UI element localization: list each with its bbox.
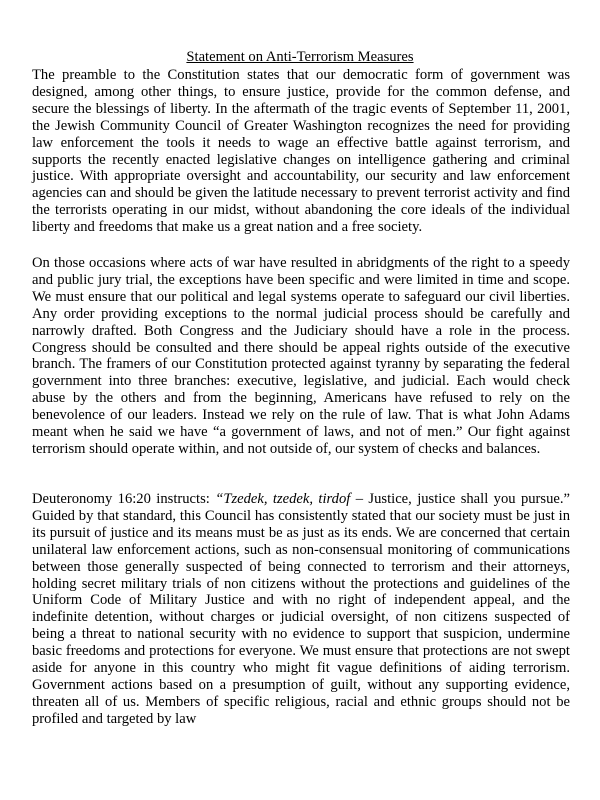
paragraph-preamble: The preamble to the Constitution states that our democratic form of government was designed, among other things, to ensure justice, provide for the common defense, and secure the blessings of liberty. In the aftermath of the tragic events of September 11, 2001, the Jewish Community Council of Greater Washington recognizes the need for providing law enforcement the tools it needs to wage an effective battle against terrorism, and supports the recently enacted legislative changes on intelligence gathering and criminal justice. With appropriate oversight and accountability, our security and law enforcement agencies can and should be given the latitude necessary to prevent terrorist activity and find the terrorists operating in our midst, without abandoning the core ideals of the individual liberty and freedoms that make us a great nation and a free society.: [32, 67, 570, 236]
paragraph-jury-trial: On those occasions where acts of war have resulted in abridgments of the right to a speedy and public jury trial, the exceptions have been specific and were limited in time and scope. We must ensure that our political and legal systems operate to safeguard our civil liberties. Any order providing exceptions to the normal judicial process should be carefully and narrowly drafted. Both Congress and the Judiciary should have a role in the process. Congress should be consulted and there should be appeal rights outside of the executive branch. The framers of our Constitution protected against tyranny by separating the federal government into three branches: executive, legislative, and judicial. Each would check abuse by the others and from the beginning, Americans have refused to rely on the benevolence of our leaders. Instead we rely on the rule of law. That is what John Adams meant when he said we have “a government of laws, and not of men.” Our fight against terrorism should operate within, and not outside of, our system of checks and balances.: [32, 255, 570, 457]
hebrew-quote: “Tzedek, tzedek, tirdof: [215, 491, 351, 507]
paragraph-body: Guided by that standard, this Council has consistently stated that our society must be just in its pursuit of justice and its means must be as just as its ends. We are concerned that certain unilateral law enforcement actions, such as non-consensual monitoring of communications between those generally suspected of being connected to terrorism and their attorneys, holding secret military trials of non citizens without the protections and guidelines of the Uniform Code of Military Justice and with no right of independent appeal, and the indefinite detention, without charges or judicial oversight, of non citizens suspected of being a threat to national security with no evidence to support that suspicion, undermine basic freedoms and protections for everyone. We must ensure that protections are not swept aside for anyone in this country who might fit vague definitions of aiding terrorism. Government actions based on a presumption of guilt, without any supporting evidence, threaten all of us. Members of specific religious, racial and ethnic groups should not be profiled and targeted by law: [32, 507, 570, 727]
deuteronomy-lead: Deuteronomy 16:20 instructs:: [32, 491, 216, 507]
paragraph-deuteronomy: [32, 491, 570, 728]
quote-translation: – Justice, justice shall you pursue.”: [350, 491, 570, 507]
document-title: Statement on Anti-Terrorism Measures: [186, 49, 414, 65]
